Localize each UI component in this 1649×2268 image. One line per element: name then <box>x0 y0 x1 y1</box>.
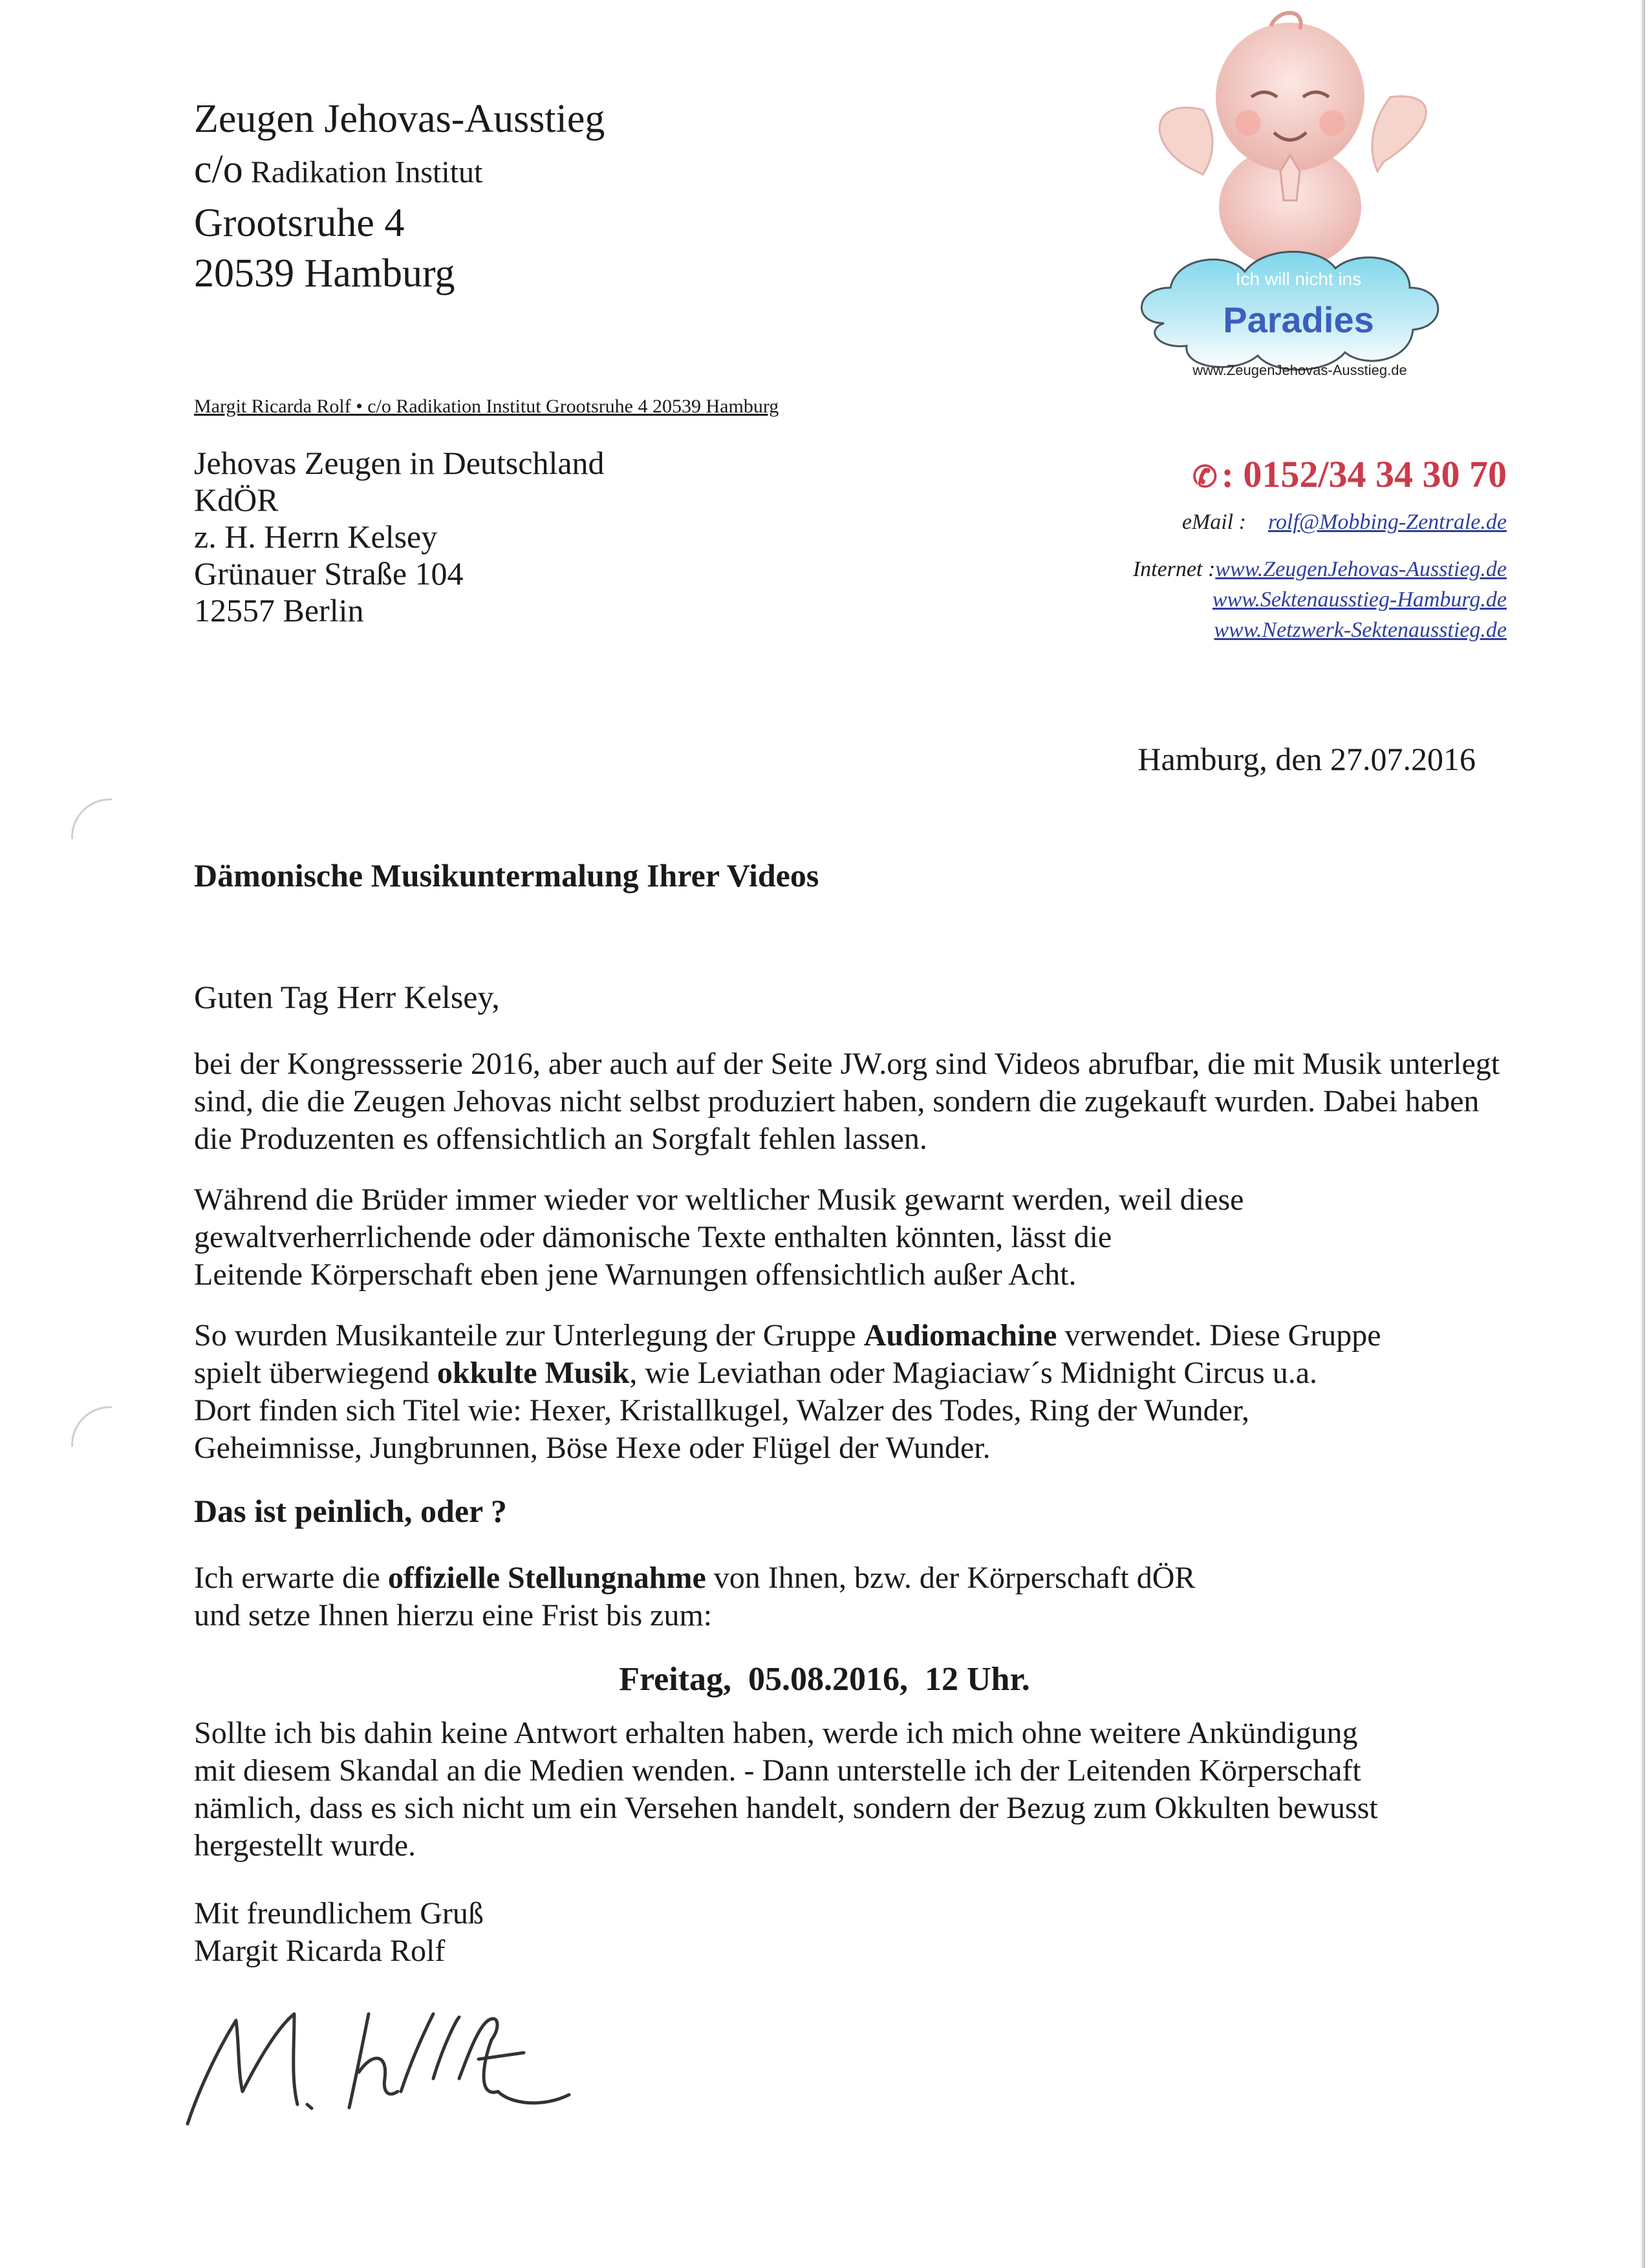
paragraph-3 <box>194 1317 1500 1467</box>
text-span: So wurden Musikanteile zur Unterlegung der Gruppe <box>194 1318 864 1353</box>
web-link-3[interactable]: www.Netzwerk-Sektenausstieg.de <box>1214 618 1507 642</box>
sender-city: 20539 Hamburg <box>194 251 455 295</box>
paragraph-4-line-2: und setze Ihnen hierzu eine Frist bis zum: <box>194 1598 713 1632</box>
closing-greeting: Mit freundlichem Gruß <box>194 1896 484 1931</box>
paragraph-2-line-3: Leitende Körperschaft eben jene Warnungen offensichtlich außer Acht. <box>194 1257 1077 1292</box>
paragraph-5-line-1: Sollte ich bis dahin keine Antwort erhalten haben, werde ich mich ohne weitere Ankündigung <box>194 1716 1358 1750</box>
bold-occult-music: okkulte Musik <box>436 1356 630 1390</box>
closing-name: Margit Ricarda Rolf <box>194 1934 446 1968</box>
web-link-2[interactable]: www.Sektenausstieg-Hamburg.de <box>1212 588 1507 612</box>
phone-text: : 0152/34 34 30 70 <box>1221 453 1507 495</box>
contact-block <box>1133 453 1507 645</box>
paragraph-1: bei der Kongressserie 2016, aber auch auf der Seite JW.org sind Videos abrufbar, die mit Musik unterlegt sind, die die Zeugen Jehovas nicht selbst produziert haben, sondern die zugekauft wurden. Dabei haben die Produzenten es offensichtlich an Sorgfalt fehlen lassen. <box>194 1047 1500 1156</box>
email-link[interactable]: rolf@Mobbing-Zentrale.de <box>1267 510 1507 534</box>
paragraph-5-line-4: hergestellt wurde. <box>194 1828 416 1863</box>
text-span: von Ihnen, bzw. der Körperschaft dÖR <box>706 1561 1196 1595</box>
paragraph-2-line-1: Während die Brüder immer wieder vor weltlicher Musik gewarnt werden, weil diese <box>194 1182 1244 1217</box>
email-row <box>1133 510 1507 535</box>
logo-title: Paradies <box>1223 299 1374 340</box>
subject-line: Dämonische Musikuntermalung Ihrer Videos <box>194 857 819 893</box>
email-label: eMail : <box>1181 510 1246 534</box>
internet-block <box>1133 554 1507 645</box>
return-address-line: Margit Ricarda Rolf • c/o Radikation Institut Grootsruhe 4 20539 Hamburg <box>194 396 779 417</box>
text-span: spielt überwiegend <box>194 1356 437 1390</box>
care-of-mark: c/o <box>194 147 243 191</box>
paragraph-5 <box>194 1715 1500 1865</box>
handwritten-signature <box>175 1975 576 2137</box>
closing <box>194 1895 484 1970</box>
callout-heading: Das ist peinlich, oder ? <box>194 1493 507 1529</box>
recipient-line-4: Grünauer Straße 104 <box>194 555 464 592</box>
recipient-line-2: KdÖR <box>194 482 279 518</box>
text-span: Ich erwarte die <box>194 1561 388 1595</box>
punch-hole-mark <box>71 1406 112 1447</box>
logo-url: www.ZeugenJehovas-Ausstieg.de <box>1192 362 1407 378</box>
paragraph-3-line-1 <box>194 1317 1500 1354</box>
punch-hole-mark <box>71 798 112 839</box>
web-link-1[interactable]: www.ZeugenJehovas-Ausstieg.de <box>1215 557 1507 581</box>
paragraph-2 <box>194 1181 1500 1294</box>
paragraph-3-line-4: Geheimnisse, Jungbrunnen, Böse Hexe oder Flügel der Wunder. <box>194 1431 991 1465</box>
paragraph-3-line-3: Dort finden sich Titel wie: Hexer, Kristallkugel, Walzer des Todes, Ring der Wunder, <box>194 1393 1250 1428</box>
paragraph-3-line-2 <box>194 1354 1500 1392</box>
recipient-line-5: 12557 Berlin <box>194 592 364 628</box>
sender-address <box>194 94 605 299</box>
bold-official-statement: offizielle Stellungnahme <box>387 1561 706 1595</box>
logo-tagline: Ich will nicht ins <box>1235 269 1362 289</box>
phone-number <box>1133 453 1507 496</box>
paragraph-4 <box>194 1559 1500 1634</box>
paragraph-4-line-1 <box>194 1559 1500 1597</box>
salutation: Guten Tag Herr Kelsey, <box>194 979 500 1015</box>
sender-name: Zeugen Jehovas-Ausstieg <box>194 97 605 141</box>
bold-band-name: Audiomachine <box>863 1318 1057 1353</box>
web-row-1 <box>1133 554 1507 584</box>
text-span: verwendet. Diese Gruppe <box>1057 1318 1381 1353</box>
sender-street: Grootsruhe 4 <box>194 201 405 245</box>
care-of-text: Radikation Institut <box>250 155 483 189</box>
phone-icon: ✆ <box>1192 460 1218 493</box>
angel-cloud-logo <box>1106 0 1481 401</box>
sender-care-of <box>194 144 605 198</box>
recipient-address <box>194 445 605 629</box>
paragraph-5-line-2: mit diesem Skandal an die Medien wenden. - Dann unterstelle ich der Leitenden Körperschaft <box>194 1753 1361 1788</box>
scan-edge <box>1641 0 1645 2268</box>
recipient-line-1: Jehovas Zeugen in Deutschland <box>194 445 605 481</box>
recipient-line-3: z. H. Herrn Kelsey <box>194 519 438 555</box>
paragraph-5-line-3: nämlich, dass es sich nicht um ein Versehen handelt, sondern der Bezug zum Okkulten bewusst <box>194 1791 1378 1825</box>
paragraph-2-line-2: gewaltverherrlichende oder dämonische Texte enthalten könnten, lässt die <box>194 1220 1112 1254</box>
internet-label: Internet : <box>1132 557 1216 581</box>
deadline: Freitag, 05.08.2016, 12 Uhr. <box>619 1661 1030 1698</box>
date-line: Hamburg, den 27.07.2016 <box>1137 741 1476 777</box>
text-span: , wie Leviathan oder Magiaciaw´s Midnight Circus u.a. <box>629 1356 1318 1390</box>
